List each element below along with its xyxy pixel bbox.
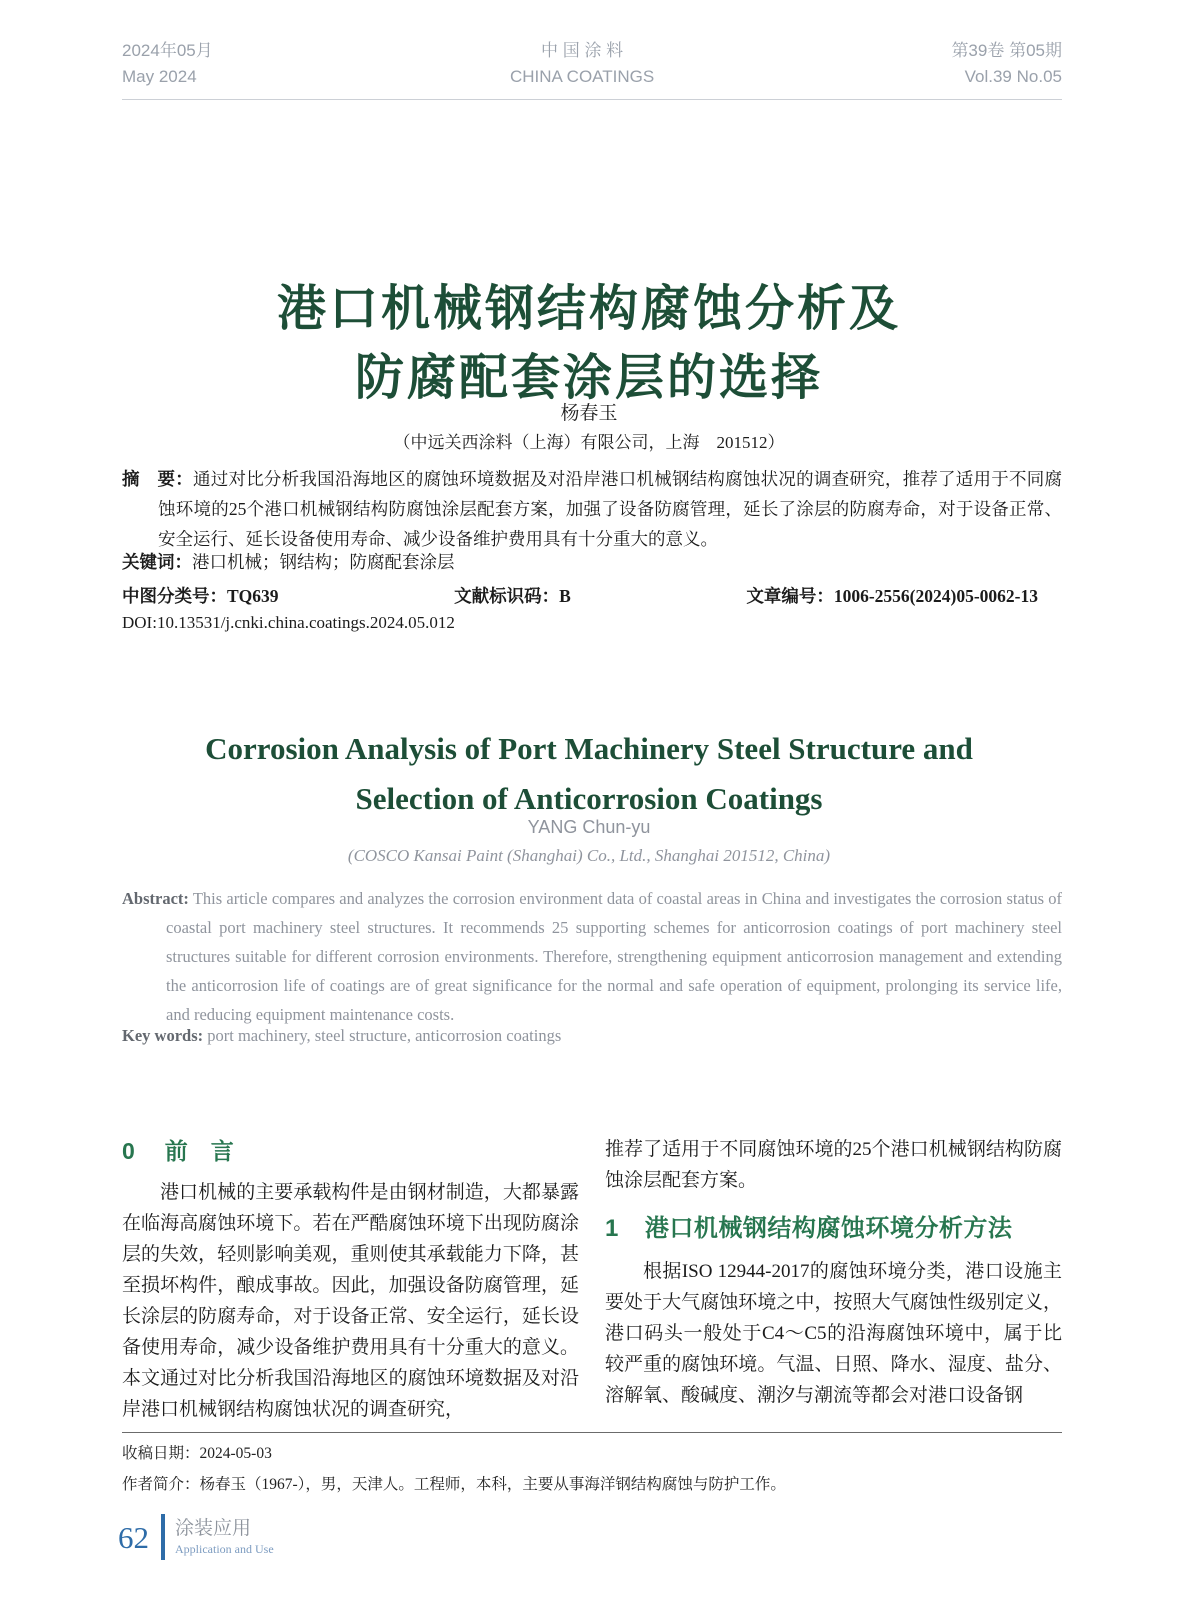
header-issue xyxy=(951,38,1062,90)
keywords-cn-text: 港口机械；钢结构；防腐配套涂层 xyxy=(192,552,455,572)
abstract-en-text: This article compares and analyzes the corrosion environment data of coastal areas in China and investigates the corrosion status of coastal port machinery steel structures. It recommends 25 supporting schemes for anticorrosion coatings of port machinery steel structures suitable for different corrosion environments. Therefore, strengthening equipment anticorrosion management and extending the anticorrosion life of coatings are of great significance for the normal and safe operation of equipment, prolonging its service life, and reducing equipment maintenance costs. xyxy=(166,889,1063,1024)
document-code-label: 文献标识码： xyxy=(454,586,560,606)
article-title-cn-line1: 港口机械钢结构腐蚀分析及 xyxy=(276,281,901,336)
header-issue-en: Vol.39 No.05 xyxy=(964,67,1062,86)
author-bio-value: 杨春玉（1967-），男，天津人。工程师，本科，主要从事海洋钢结构腐蚀与防护工作。 xyxy=(199,1476,786,1493)
footer-column-name xyxy=(175,1517,274,1557)
doi: DOI:10.13531/j.cnki.china.coatings.2024.05.012 xyxy=(122,613,455,632)
header-issue-cn: 第39卷 第05期 xyxy=(951,41,1062,60)
document-code xyxy=(454,583,571,608)
section-0-title: 前 言 xyxy=(164,1138,234,1164)
abstract-cn xyxy=(122,464,1062,554)
section-0-continuation: 推荐了适用于不同腐蚀环境的25个港口机械钢结构防腐蚀涂层配套方案。 xyxy=(605,1139,1062,1191)
clc-value: TQ639 xyxy=(227,586,279,606)
section-1-paragraph: 根据ISO 12944-2017的腐蚀环境分类，港口设施主要处于大气腐蚀环境之中，按照大气腐蚀性级别定义，港口码头一般处于C4～C5的沿海腐蚀环境中，属于比较严重的腐蚀环境。气温、日照、降水、湿度、盐分、溶解氧、酸碱度、潮汐与潮流等都会对港口设备钢 xyxy=(605,1261,1062,1406)
keywords-en-label: Key words: xyxy=(122,1026,204,1045)
body-column-left xyxy=(122,1134,579,1425)
clc-label: 中图分类号： xyxy=(122,586,227,606)
running-head xyxy=(122,38,1062,100)
article-title-en-line2: Selection of Anticorrosion Coatings xyxy=(355,780,823,816)
footnotes xyxy=(122,1438,1062,1500)
article-id-value: 1006-2556(2024)05-0062-13 xyxy=(833,586,1038,606)
page-number: 62 xyxy=(118,1519,149,1555)
article-id-label: 文章编号： xyxy=(746,586,834,606)
clc-number xyxy=(122,583,279,608)
author-cn: 杨春玉 xyxy=(560,403,618,424)
header-date-cn: 2024年05月 xyxy=(122,41,213,60)
section-0-paragraph: 港口机械的主要承载构件是由钢材制造，大都暴露在临海高腐蚀环境下。若在严酷腐蚀环境下出现防腐涂层的失效，轻则影响美观，重则使其承载能力下降，甚至损坏构件，酿成事故。因此，加强设备防腐管理，延长涂层的防腐寿命，对于设备正常、安全运行，延长设备使用寿命，减少设备维护费用具有十分重大的意义。本文通过对比分析我国沿海地区的腐蚀环境数据及对沿岸港口机械钢结构腐蚀状况的调查研究， xyxy=(122,1182,579,1420)
footnote-divider xyxy=(122,1432,1062,1433)
classification-row xyxy=(122,583,1038,608)
article-title-cn-line2: 防腐配套涂层的选择 xyxy=(354,350,823,405)
keywords-cn-label: 关键词： xyxy=(122,552,192,572)
body-columns xyxy=(122,1134,1062,1425)
document-code-value: B xyxy=(559,586,571,606)
author-bio-label: 作者简介： xyxy=(122,1476,200,1493)
page-footer xyxy=(118,1514,274,1560)
section-0-number: 0 xyxy=(122,1138,135,1164)
body-column-right xyxy=(605,1134,1062,1425)
article-title-en xyxy=(0,724,1178,824)
footer-column-en: Application and Use xyxy=(175,1542,274,1556)
header-journal-en: CHINA COATINGS xyxy=(509,67,655,86)
abstract-cn-label: 摘 要： xyxy=(122,469,193,489)
received-date xyxy=(122,1438,1062,1469)
article-title-cn xyxy=(0,275,1178,413)
section-1-title: 港口机械钢结构腐蚀环境分析方法 xyxy=(644,1215,1013,1242)
received-date-value: 2024-05-03 xyxy=(199,1445,272,1462)
header-journal-cn: 中 国 涂 料 xyxy=(541,41,624,60)
section-1-heading xyxy=(605,1212,1062,1246)
keywords-cn xyxy=(122,549,455,574)
article-title-en-line1: Corrosion Analysis of Port Machinery Steel Structure and xyxy=(205,730,973,766)
abstract-cn-text: 通过对比分析我国沿海地区的腐蚀环境数据及对沿岸港口机械钢结构腐蚀状况的调查研究，推荐了适用于不同腐蚀环境的25个港口机械钢结构防腐蚀涂层配套方案，加强了设备防腐管理，延长了涂层的防腐寿命，对于设备正常、安全运行、延长设备使用寿命、减少设备维护费用具有十分重大的意义。 xyxy=(158,469,1063,549)
affiliation-en: (COSCO Kansai Paint (Shanghai) Co., Ltd., Shanghai 201512, China) xyxy=(347,846,831,865)
keywords-en xyxy=(122,1026,1062,1046)
footer-column-cn: 涂装应用 xyxy=(175,1518,252,1539)
header-date xyxy=(122,38,213,90)
article-id xyxy=(746,583,1038,608)
section-0-heading xyxy=(122,1134,579,1168)
affiliation-cn: （中远关西涂料（上海）有限公司，上海 201512） xyxy=(393,433,785,452)
footer-bar xyxy=(161,1514,165,1560)
section-1-number: 1 xyxy=(605,1215,619,1242)
received-date-label: 收稿日期： xyxy=(122,1445,200,1462)
abstract-en xyxy=(122,884,1062,1029)
abstract-en-label: Abstract: xyxy=(122,889,189,908)
header-date-en: May 2024 xyxy=(122,67,197,86)
keywords-en-text: port machinery, steel structure, anticorrosion coatings xyxy=(207,1026,562,1045)
author-bio xyxy=(122,1469,1062,1500)
author-en: YANG Chun-yu xyxy=(527,817,651,837)
header-journal xyxy=(510,38,654,90)
